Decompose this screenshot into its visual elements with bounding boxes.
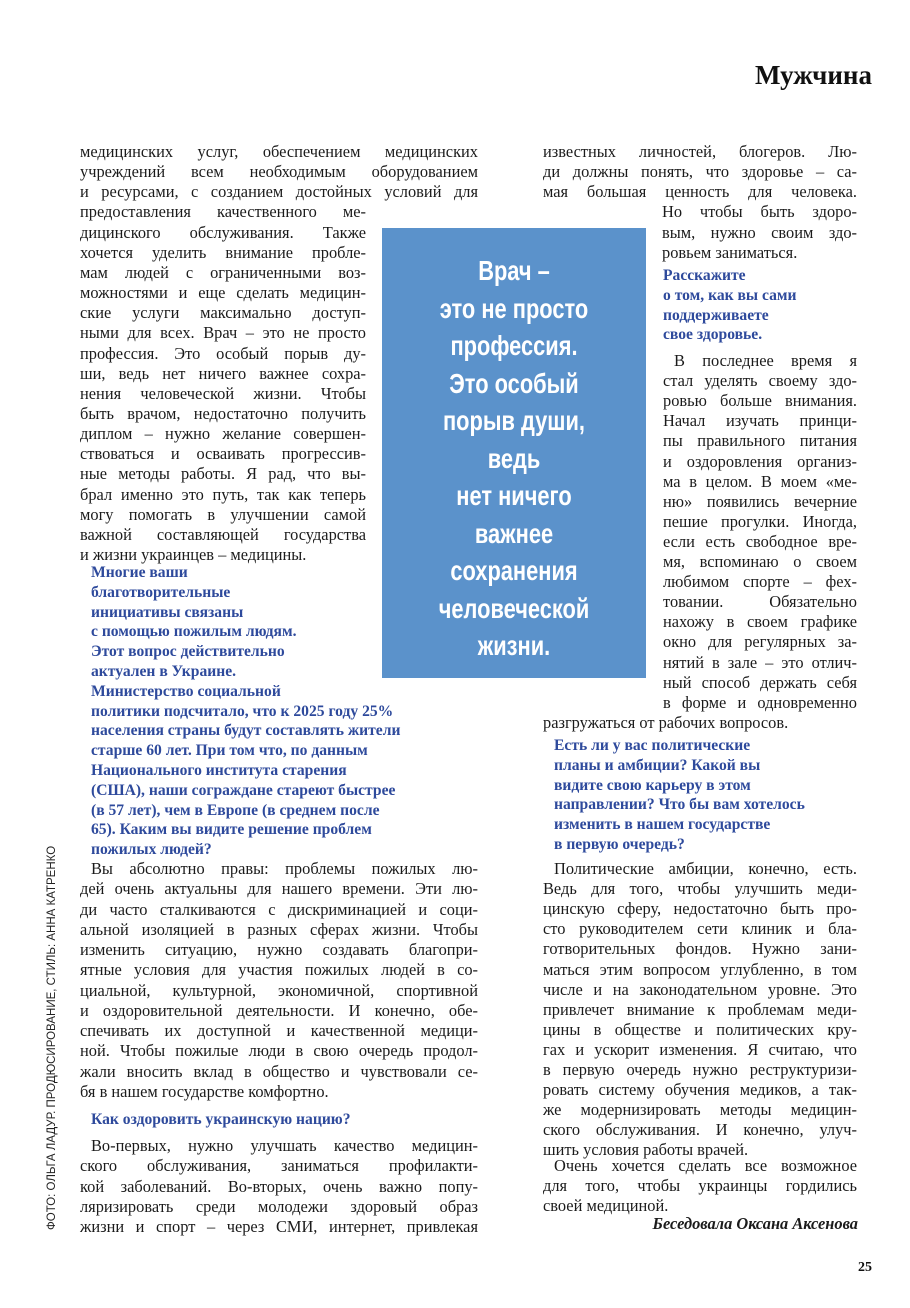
body-text-line: можностями и еще сделать медицин- xyxy=(80,283,366,303)
body-text-line: и жизни украинцев – медицины. xyxy=(80,545,307,564)
body-text-line: маться этим вопросом углубленно, в том xyxy=(543,959,857,979)
body-text-line: нахожу в своем графике xyxy=(663,612,857,632)
body-text-line: учреждений всем необходимым оборудованием xyxy=(80,162,478,182)
pull-quote-line: сохранения xyxy=(450,555,578,586)
body-text-line: стал уделять своему здо- xyxy=(663,371,857,391)
question-line: с помощью пожилым людям. xyxy=(91,623,297,641)
body-text-line: изменить ситуацию, нужно создавать благопри- xyxy=(80,940,478,959)
body-text-line: ляризировать среди молодежи здоровый образ xyxy=(80,1196,478,1216)
body-text-line: брал именно это путь, так как теперь xyxy=(80,484,366,504)
body-text-line: и ресурсами, с созданием достойных условий для xyxy=(80,182,478,202)
body-text-line: ровью больше внимания. xyxy=(663,391,857,411)
question-line: Расскажите xyxy=(663,267,746,284)
pull-quote-line: ведь xyxy=(487,442,541,474)
body-text-line: вым, нужно своим здо- xyxy=(662,222,857,242)
pull-quote-line: жизни. xyxy=(477,630,551,661)
body-text-line: ма в целом. В моем «ме- xyxy=(663,471,857,491)
question-line: 65). Каким вы видите решение проблем xyxy=(91,821,372,839)
section-title: Мужчина xyxy=(754,60,872,90)
body-text-line: бя в нашем государстве комфортно. xyxy=(80,1081,329,1101)
question-line: в первую очередь? xyxy=(554,836,685,853)
question-line: планы и амбиции? Какой вы xyxy=(554,756,761,774)
pull-quote xyxy=(382,228,646,678)
body-text-line: предоставления качественного ме- xyxy=(80,202,366,222)
question-line: инициативы связаны xyxy=(91,603,244,621)
signature: Беседовала Оксана Аксенова xyxy=(652,1214,858,1233)
body-text-line: Но чтобы быть здоро- xyxy=(662,202,857,222)
body-text-line: и оздоровительной деятельности. И конечно, обе- xyxy=(80,1000,478,1020)
body-text-line: кой заболеваний. Во-вторых, очень важно попу- xyxy=(80,1176,478,1196)
body-text-line: быть врачом, недостаточно получить xyxy=(80,403,366,423)
question-line: направлении? Что бы вам хотелось xyxy=(554,796,805,814)
body-text-line: в первую очередь нужно реструктуризи- xyxy=(543,1060,857,1079)
body-text-line: числе и на законодательном уровне. Это xyxy=(543,979,857,999)
body-text-line: мя, вспоминаю о своем xyxy=(663,552,857,571)
question-line: Есть ли у вас политические xyxy=(554,737,751,754)
question-line: (в 57 лет), чем в Европе (в среднем после xyxy=(91,801,380,819)
body-text-line: ди должны понять, что здоровье – са- xyxy=(543,162,857,182)
question-line: видите свою карьеру в этом xyxy=(554,776,751,794)
body-text-line: Начал изучать принци- xyxy=(663,411,857,431)
body-text-line: мам людей с ограниченными воз- xyxy=(80,262,366,282)
body-text-line: ствоваться и осваивать прогрессив- xyxy=(80,444,366,464)
body-text-line: Во-первых, нужно улучшать качество медицин- xyxy=(91,1136,478,1155)
body-text-line: важной составляющей государства xyxy=(80,524,366,544)
body-text-line: ятные условия для участия пожилых людей в со- xyxy=(80,960,478,980)
pull-quote-line: нет ничего xyxy=(456,480,572,511)
body-text-line: же модернизировать методы медицин- xyxy=(543,1100,857,1120)
body-text-line: в форме и одновременно xyxy=(663,692,857,712)
pull-quote-line: порыв души, xyxy=(442,405,585,436)
body-text-line: ными для всех. Врач – это не просто xyxy=(80,323,366,343)
body-text-line: жизни и спорт – через СМИ, интернет, привлекая xyxy=(80,1217,478,1236)
question-line: старше 60 лет. При том что, по данным xyxy=(91,742,368,760)
question-line: (США), наши сограждане стареют быстрее xyxy=(91,781,396,799)
question-line: поддерживаете xyxy=(663,306,769,324)
question-line: о том, как вы сами xyxy=(663,286,797,304)
body-text-line: товании. Обязательно xyxy=(663,592,857,612)
body-text-line: готворительных фондов. Нужно зани- xyxy=(543,939,857,959)
body-text-line: гах и ускорит изменения. Я считаю, что xyxy=(543,1039,857,1059)
body-text-line: хочется уделить внимание пробле- xyxy=(80,242,366,262)
body-text-line: диплом – нужно желание совершен- xyxy=(80,424,366,444)
question-line: свое здоровье. xyxy=(663,326,763,344)
body-text-line: Вы абсолютно правы: проблемы пожилых лю- xyxy=(91,859,478,878)
body-text-line: ди часто сталкиваются с дискриминацией и соци- xyxy=(80,899,478,919)
body-text-line: ной. Чтобы пожилые люди в свою очередь продол- xyxy=(80,1041,478,1061)
question-line: Министерство социальной xyxy=(91,682,281,700)
body-text-line: шить условия работы врачей. xyxy=(543,1140,749,1160)
question-line: Многие ваши xyxy=(91,564,188,581)
question-line: политики подсчитало, что к 2025 году 25% xyxy=(91,702,394,720)
body-text-line: пы правильного питания xyxy=(663,431,857,451)
body-text-line: для того, чтобы украинцы гордились xyxy=(543,1176,857,1196)
body-text-line: ный способ держать себя xyxy=(663,672,857,692)
body-text-line: если есть свободное вре- xyxy=(663,531,857,551)
body-text-line: альной изоляцией в разных сферах жизни. Чтобы xyxy=(80,919,478,939)
question-line: изменить в нашем государстве xyxy=(554,816,771,834)
body-text-line: и оздоровления организ- xyxy=(663,451,857,471)
body-text-line: цины в обществе и политических кру- xyxy=(543,1019,857,1039)
body-text-line: цинскую сферу, недостаточно быть про- xyxy=(543,899,857,919)
question-heading: Как оздоровить украинскую нацию? xyxy=(91,1111,351,1128)
body-text-line: ши, ведь нет ничего важнее сохра- xyxy=(80,363,366,383)
question-line: населения страны будут составлять жители xyxy=(91,722,401,740)
body-text-line: нятий в зале – это отлич- xyxy=(663,652,857,672)
body-text-line: В последнее время я xyxy=(674,351,857,370)
body-text-line: ню» появились вечерние xyxy=(663,491,857,511)
pull-quote-line: человеческой xyxy=(438,592,590,624)
body-text-line: любимом спорте – фех- xyxy=(663,572,857,592)
body-text-line: мая большая ценность для человека. xyxy=(543,182,857,202)
body-text-line: медицинских услуг, обеспечением медицинских xyxy=(80,142,478,161)
body-text-line: разгружаться от рабочих вопросов. xyxy=(543,712,789,732)
body-text-line: профессия. Это особый порыв ду- xyxy=(80,343,366,363)
body-text-line: ского обслуживания, заниматься профилакти- xyxy=(80,1156,478,1176)
pull-quote-line: профессия. xyxy=(450,330,578,361)
body-text-line: Ведь для того, чтобы улучшить меди- xyxy=(543,879,857,899)
body-text-line: известных личностей, блогеров. Лю- xyxy=(543,142,857,161)
body-text-line: ровать систему обучения медиков, а так- xyxy=(543,1080,857,1100)
body-text-line: Политические амбиции, конечно, есть. xyxy=(554,859,857,878)
body-text-line: дей очень актуальны для нашего времени. Эти лю- xyxy=(80,879,478,899)
body-text-line: циальной, культурной, экономичной, спортивной xyxy=(80,980,478,1000)
pull-quote-line: это не просто xyxy=(439,292,589,324)
body-text-line: сто руководителем сети клиник и бла- xyxy=(543,919,857,939)
pull-quote-line: важнее xyxy=(474,517,554,549)
question-line: благотворительные xyxy=(91,583,231,601)
question-line: актуален в Украине. xyxy=(91,663,237,680)
page-number: 25 xyxy=(858,1260,872,1275)
body-text-line: нения человеческой жизни. Чтобы xyxy=(80,383,366,403)
body-text-line: окно для регулярных за- xyxy=(663,632,857,652)
question-line: пожилых людей? xyxy=(91,841,212,859)
body-text-line: дицинского обслуживания. Также xyxy=(80,222,366,242)
body-text-line: ские услуги максимально доступ- xyxy=(80,303,366,323)
pull-quote-line: Это особый xyxy=(449,367,579,399)
body-text-line: ского обслуживания. И конечно, улуч- xyxy=(543,1120,857,1140)
body-text-line: ровьем заниматься. xyxy=(662,242,798,262)
body-text-line: Очень хочется сделать все возможное xyxy=(554,1156,857,1175)
pull-quote-line: Врач – xyxy=(478,255,550,286)
question-line: Этот вопрос действительно xyxy=(91,643,285,661)
body-text-line: жали вносить вклад в общество и чувствовали се- xyxy=(80,1061,478,1081)
body-text-line: привлечет внимание к проблемам меди- xyxy=(543,999,857,1019)
body-text-line: ные методы работы. Я рад, что вы- xyxy=(80,464,366,484)
body-text-line: своей медициной. xyxy=(543,1196,669,1216)
body-text-line: пешие прогулки. Иногда, xyxy=(663,511,857,531)
photo-credit: ФОТО: ОЛЬГА ЛАДУР. ПРОДЮСИРОВАНИЕ, СТИЛЬ: АННА КАТРЕНКО xyxy=(46,845,58,1230)
body-text-line: спечивать их доступной и качественной медици- xyxy=(80,1021,478,1040)
body-text-line: могу помогать в улучшении самой xyxy=(80,504,366,524)
question-line: Национального института старения xyxy=(91,762,347,779)
